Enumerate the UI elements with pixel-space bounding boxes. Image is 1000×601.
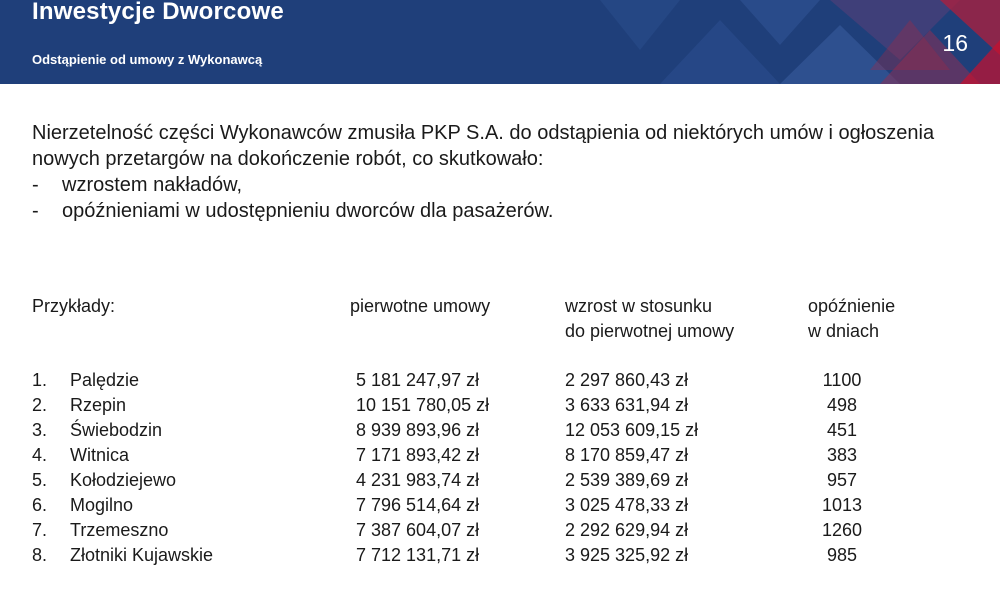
row-number: 2. <box>32 395 48 415</box>
column-header-examples <box>32 294 115 319</box>
slide-header <box>0 0 1000 84</box>
original-value: 7 712 131,71 zł <box>356 545 480 565</box>
increase-value: 2 292 629,94 zł <box>565 520 689 540</box>
increase-value: 3 025 478,33 zł <box>565 495 689 515</box>
intro-paragraph: Nierzetelność części Wykonawców zmusiła PKP S.A. do odstąpienia od niektórych umów i ogłoszenia nowych przetargów na dokończenie robót, co skutkowało: <box>32 122 935 170</box>
slide-title: Inwestycje Dworcowe <box>32 0 284 25</box>
column-header-original <box>350 294 490 319</box>
column-header-original-label: pierwotne umowy <box>350 296 491 316</box>
increase-value: 2 539 389,69 zł <box>565 470 689 490</box>
increase-value: 3 925 325,92 zł <box>565 545 689 565</box>
row-number: 7. <box>32 520 48 540</box>
bullet-text: opóźnieniami w udostępnieniu dworców dla pasażerów. <box>62 200 554 222</box>
delay-days: 985 <box>826 545 858 565</box>
delay-days: 1260 <box>821 520 863 540</box>
table-row <box>0 493 1000 518</box>
delay-days: 451 <box>826 420 858 440</box>
bullet-text: wzrostem nakładów, <box>62 174 243 196</box>
row-number: 1. <box>32 370 48 390</box>
station-name: Kołodziejewo <box>70 470 177 490</box>
delay-days: 383 <box>826 445 858 465</box>
increase-value: 3 633 631,94 zł <box>565 395 689 415</box>
row-number: 4. <box>32 445 48 465</box>
page-number: 16 <box>942 30 968 56</box>
bullet-item <box>32 198 982 224</box>
station-name: Trzemeszno <box>70 520 169 540</box>
row-number: 6. <box>32 495 48 515</box>
increase-value: 8 170 859,47 zł <box>565 445 689 465</box>
column-header-delay <box>808 294 895 344</box>
original-value: 7 387 604,07 zł <box>356 520 480 540</box>
row-number: 5. <box>32 470 48 490</box>
original-value: 5 181 247,97 zł <box>356 370 480 390</box>
intro-text <box>32 120 982 224</box>
station-name: Rzepin <box>70 395 127 415</box>
column-header-examples-label: Przykłady: <box>32 296 116 316</box>
increase-value: 2 297 860,43 zł <box>565 370 689 390</box>
slide-subtitle: Odstąpienie od umowy z Wykonawcą <box>32 52 263 67</box>
column-header-delay-line2: w dniach <box>808 321 880 341</box>
bullet-dash: - <box>32 200 39 222</box>
table-row <box>0 443 1000 468</box>
table-row <box>0 468 1000 493</box>
bullet-item <box>32 172 982 198</box>
table-row <box>0 393 1000 418</box>
delay-days: 957 <box>826 470 858 490</box>
column-header-increase-line1: wzrost w stosunku <box>565 296 713 316</box>
row-number: 8. <box>32 545 48 565</box>
table-row <box>0 518 1000 543</box>
original-value: 7 171 893,42 zł <box>356 445 480 465</box>
table-row <box>0 368 1000 393</box>
row-number: 3. <box>32 420 48 440</box>
column-header-delay-line1: opóźnienie <box>808 296 896 316</box>
delay-days: 1013 <box>821 495 863 515</box>
original-value: 4 231 983,74 zł <box>356 470 480 490</box>
delay-days: 498 <box>826 395 858 415</box>
station-name: Złotniki Kujawskie <box>70 545 214 565</box>
original-value: 10 151 780,05 zł <box>356 395 490 415</box>
station-name: Palędzie <box>70 370 140 390</box>
station-name: Witnica <box>70 445 130 465</box>
original-value: 7 796 514,64 zł <box>356 495 480 515</box>
bullet-dash: - <box>32 174 39 196</box>
table-row <box>0 543 1000 568</box>
original-value: 8 939 893,96 zł <box>356 420 480 440</box>
station-name: Świebodzin <box>70 420 163 440</box>
delay-days: 1100 <box>822 370 862 390</box>
column-header-increase-line2: do pierwotnej umowy <box>565 321 735 341</box>
column-header-increase <box>565 294 734 344</box>
station-name: Mogilno <box>70 495 134 515</box>
table-row <box>0 418 1000 443</box>
increase-value: 12 053 609,15 zł <box>565 420 699 440</box>
